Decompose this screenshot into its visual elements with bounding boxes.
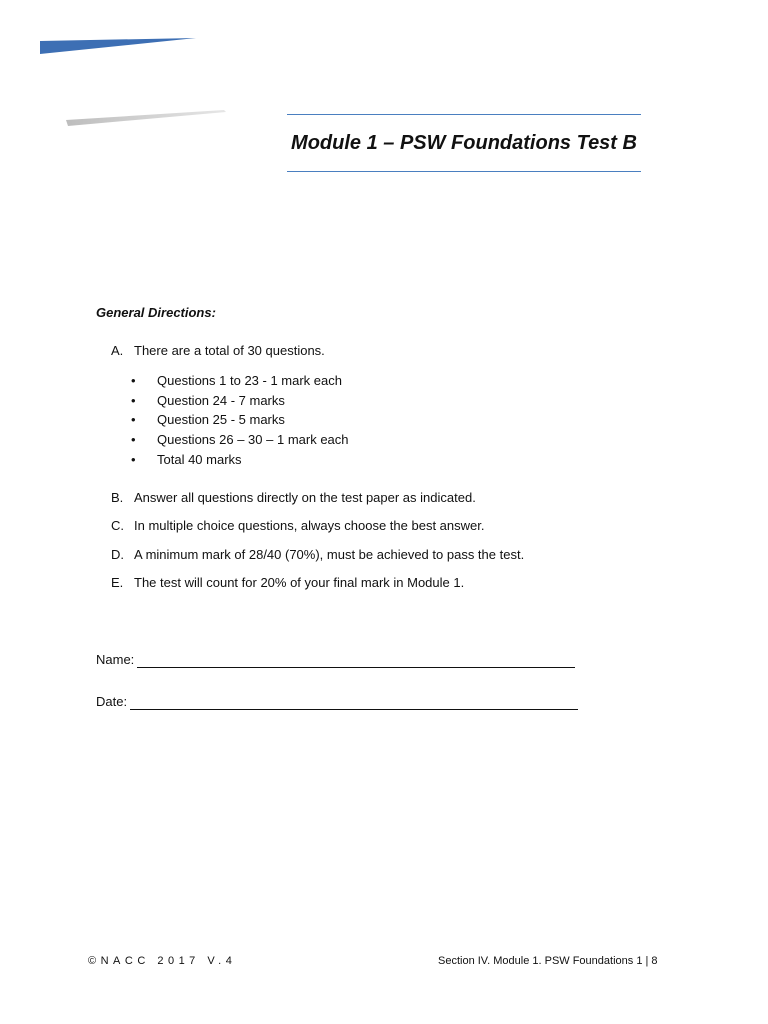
title-banner <box>287 114 641 172</box>
direction-letter: D. <box>111 547 124 562</box>
direction-item <box>111 490 476 506</box>
bullet-item <box>131 393 285 409</box>
direction-item <box>111 575 464 591</box>
bullet-icon: • <box>131 452 136 467</box>
direction-text: Answer all questions directly on the test paper as indicated. <box>134 490 476 505</box>
blue-header-swoosh <box>40 38 200 56</box>
direction-text: The test will count for 20% of your final mark in Module 1. <box>134 575 465 590</box>
directions-heading: General Directions: <box>96 305 216 320</box>
footer-copyright: ©NACC 2017 V.4 <box>88 955 237 967</box>
page-title: Module 1 – PSW Foundations Test B <box>291 131 637 154</box>
bullet-text: Questions 1 to 23 - 1 mark each <box>157 373 342 388</box>
footer-page-info: Section IV. Module 1. PSW Foundations 1 | 8 <box>438 955 658 967</box>
grey-header-swoosh <box>66 108 228 130</box>
bullet-item <box>131 373 342 389</box>
bullet-icon: • <box>131 432 136 447</box>
bullet-icon: • <box>131 393 136 408</box>
direction-item <box>111 547 524 563</box>
bullet-text: Question 24 - 7 marks <box>157 393 285 408</box>
date-input-line[interactable] <box>130 697 578 710</box>
name-input-line[interactable] <box>137 655 575 668</box>
bullet-text: Total 40 marks <box>157 452 242 467</box>
bullet-item <box>131 412 285 428</box>
name-field[interactable] <box>96 652 575 668</box>
direction-text: A minimum mark of 28/40 (70%), must be achieved to pass the test. <box>134 547 525 562</box>
bullet-text: Questions 26 – 30 – 1 mark each <box>157 432 349 447</box>
direction-item <box>111 518 484 534</box>
bullet-icon: • <box>131 412 136 427</box>
direction-item <box>111 343 325 359</box>
bullet-text: Question 25 - 5 marks <box>157 412 285 427</box>
date-field[interactable] <box>96 694 578 710</box>
direction-text: There are a total of 30 questions. <box>134 343 325 358</box>
bullet-item <box>131 452 242 468</box>
bullet-item <box>131 432 349 448</box>
direction-letter: A. <box>111 343 124 358</box>
direction-letter: B. <box>111 490 124 505</box>
bullet-icon: • <box>131 373 136 388</box>
direction-text: In multiple choice questions, always choose the best answer. <box>134 518 485 533</box>
name-label: Name: <box>96 652 135 667</box>
date-label: Date: <box>96 694 128 709</box>
direction-letter: C. <box>111 518 124 533</box>
direction-letter: E. <box>111 575 124 590</box>
